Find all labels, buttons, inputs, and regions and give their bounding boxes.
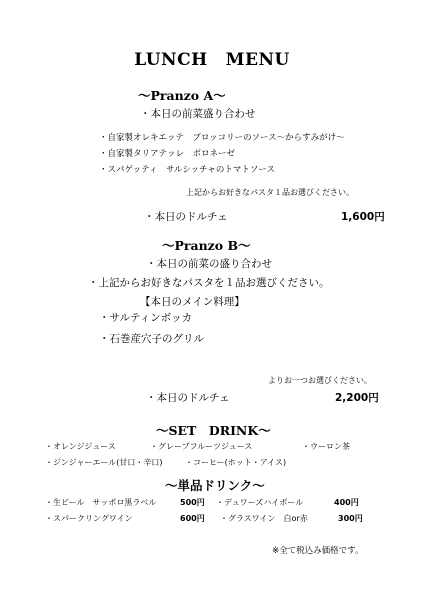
set-drink-item-2: ・グレープフルーツジュース — [150, 442, 253, 451]
single-drink-price-2: 400円 — [334, 498, 359, 507]
single-drink-price-1: 500円 — [180, 498, 205, 507]
set-drink-item-1: ・オレンジジュース — [45, 442, 116, 451]
menu-title-menu: MENU — [225, 50, 290, 70]
pranzo-b-choose-pasta: ・上記からお好きなパスタを１品お選びください。 — [88, 277, 330, 289]
pranzo-a-choose-note: 上記からお好きなパスタ１品お選びください。 — [186, 188, 354, 197]
single-drink-name-1: ・生ビール サッポロ黒ラベル — [45, 498, 157, 507]
pranzo-a-dolce: ・本日のドルチェ — [144, 211, 228, 223]
pranzo-b-choose-note: よりお一つお選びください。 — [268, 376, 372, 385]
single-drink-name-4: ・グラスワイン 白or赤 — [220, 514, 308, 523]
menu-title-lunch: LUNCH — [134, 50, 208, 70]
set-drink-item-5: ・コーヒー(ホット・アイス) — [185, 458, 287, 467]
pranzo-b-dolce: ・本日のドルチェ — [146, 392, 230, 404]
pranzo-b-main-heading: 【本日のメイン料理】 — [140, 296, 245, 308]
pranzo-b-antipasto: ・本日の前菜の盛り合わせ — [146, 258, 272, 270]
pranzo-a-heading: ～Pranzo A～ — [138, 88, 226, 103]
pranzo-a-pasta-2: ・自家製タリアテッレ ボロネーゼ — [99, 149, 235, 159]
menu-title — [0, 50, 424, 70]
pranzo-b-price: 2,200円 — [335, 392, 379, 404]
single-drink-name-3: ・スパークリングワイン — [45, 514, 133, 523]
pranzo-a-pasta-3: ・スパゲッティ サルシッチャのトマトソース — [99, 165, 275, 175]
set-drink-heading: ～SET DRINK～ — [156, 423, 271, 438]
pranzo-a-price: 1,600円 — [341, 211, 385, 223]
single-drink-heading: ～単品ドリンク～ — [165, 478, 265, 493]
pranzo-a-antipasto: ・本日の前菜盛り合わせ — [140, 108, 256, 120]
pranzo-a-pasta-1: ・自家製オレキエッテ ブロッコリーのソース～からすみがけ～ — [99, 133, 345, 143]
pranzo-b-main-2: ・石巻産穴子のグリル — [99, 333, 204, 345]
single-drink-name-2: ・デュワーズハイボール — [216, 498, 304, 507]
pranzo-b-heading: ～Pranzo B～ — [162, 238, 251, 253]
tax-included-note: ※全て税込み価格です。 — [272, 546, 364, 556]
set-drink-item-4: ・ジンジャーエール(甘口・辛口) — [45, 458, 163, 467]
single-drink-price-3: 600円 — [180, 514, 205, 523]
set-drink-item-3: ・ウーロン茶 — [302, 442, 350, 451]
pranzo-b-main-1: ・サルティンボッカ — [99, 312, 193, 324]
single-drink-price-4: 300円 — [338, 514, 363, 523]
